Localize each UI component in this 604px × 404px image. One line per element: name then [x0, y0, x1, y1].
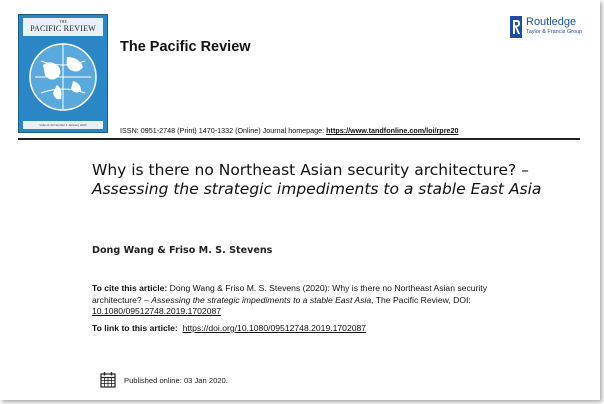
- publisher-subtitle: Taylor & Francis Group: [526, 29, 583, 35]
- cover-footer-text: Volume 33 Number 1 January 2020: [23, 121, 103, 129]
- citation-text: Dong Wang & Friso M. S. Stevens (2020): Why is there no Northeast Asian security architecture? –: [92, 283, 487, 305]
- citation-block: [92, 283, 512, 318]
- publisher-logo[interactable]: [510, 16, 590, 38]
- article-authors: Dong Wang & Friso M. S. Stevens: [92, 245, 273, 256]
- article-title: [92, 161, 572, 199]
- issn-line: [120, 126, 458, 135]
- article-link-line: [92, 323, 366, 333]
- citation-journal: , The Pacific Review, DOI:: [371, 294, 471, 305]
- cover-the-text: THE: [59, 19, 67, 24]
- calendar-icon: [100, 371, 116, 388]
- globe-icon: [27, 41, 99, 113]
- issn-text: ISSN: 0951-2748 (Print) 1470-1332 (Online) Journal homepage:: [120, 126, 327, 135]
- article-doi-url[interactable]: https://doi.org/10.1080/09512748.2019.1702087: [182, 323, 367, 333]
- article-title-main: Why is there no Northeast Asian security architecture? –: [92, 161, 529, 179]
- published-date-text: Published online: 03 Jan 2020.: [124, 376, 228, 385]
- citation-label: To cite this article:: [92, 283, 168, 293]
- article-link-label: To link to this article:: [92, 323, 178, 333]
- header-divider: [18, 138, 580, 140]
- journal-cover-image: [18, 14, 108, 133]
- journal-homepage-link[interactable]: https://www.tandfonline.com/loi/rpre20: [326, 126, 459, 135]
- article-title-subtitle: Assessing the strategic impediments to a stable East Asia: [92, 180, 542, 198]
- citation-italic-title: Assessing the strategic impediments to a stable East Asia: [151, 294, 372, 305]
- publisher-name: Routledge: [526, 16, 577, 28]
- cover-masthead: [23, 18, 103, 36]
- cover-journal-name: PACIFIC REVIEW: [30, 24, 96, 33]
- routledge-r-icon: [510, 16, 522, 38]
- citation-doi-link[interactable]: 10.1080/09512748.2019.1702087: [92, 306, 222, 316]
- journal-title: The Pacific Review: [120, 39, 251, 55]
